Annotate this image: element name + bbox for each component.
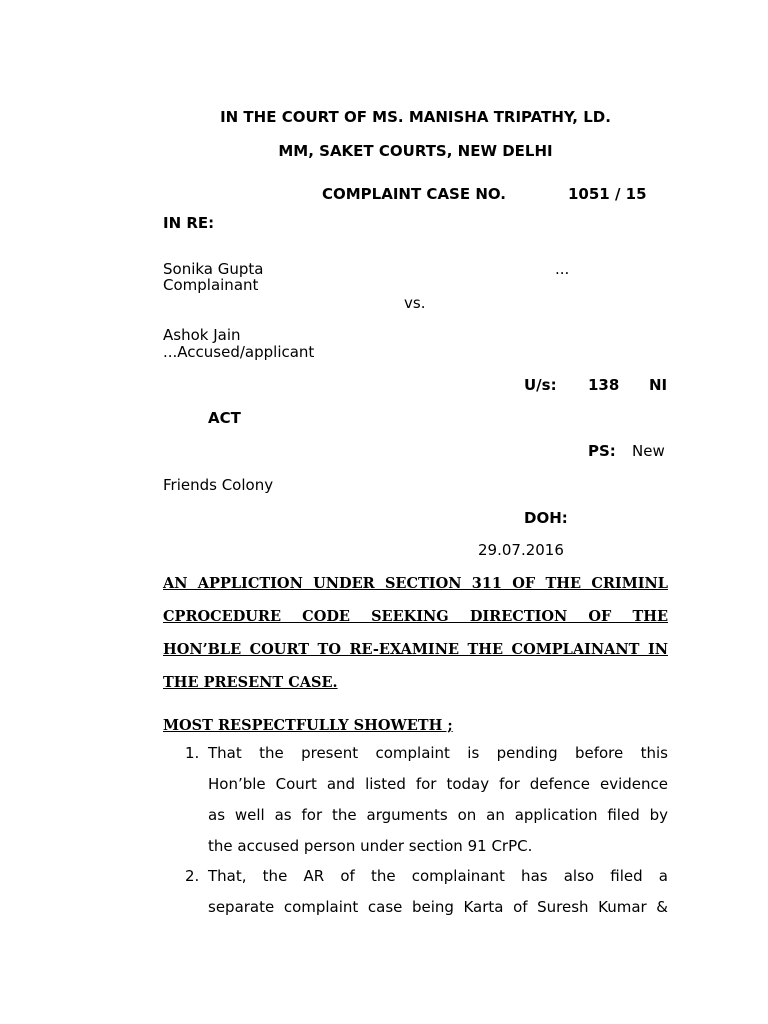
- complainant-dots: ...: [555, 260, 570, 278]
- item-1-line-4: the accused person under section 91 CrPC.: [208, 837, 533, 855]
- application-title-line-3: HON’BLE COURT TO RE-EXAMINE THE COMPLAINANT IN: [163, 641, 668, 658]
- item-number-1: 1.: [185, 744, 200, 762]
- doh-value: 29.07.2016: [478, 541, 564, 559]
- court-line-2: MM, SAKET COURTS, NEW DELHI: [278, 142, 553, 160]
- versus-label: vs.: [404, 294, 426, 312]
- ps-label: PS:: [588, 442, 616, 460]
- application-title-line-1: AN APPLICTION UNDER SECTION 311 OF THE CRIMINL: [163, 575, 668, 592]
- complainant-name: Sonika Gupta: [163, 260, 264, 278]
- item-1-line-2: Hon’ble Court and listed for today for defence evidence: [208, 775, 668, 793]
- ps-value-2: Friends Colony: [163, 476, 274, 494]
- item-number-2: 2.: [185, 867, 200, 885]
- us-label: U/s:: [524, 376, 557, 394]
- application-title-line-4: THE PRESENT CASE.: [163, 674, 338, 691]
- item-2-line-2: separate complaint case being Karta of Suresh Kumar &: [208, 898, 668, 916]
- ps-value-1: New: [632, 442, 665, 460]
- us-section: 138: [588, 376, 620, 394]
- accused-role: ...Accused/applicant: [163, 343, 315, 361]
- item-1-line-3: as well as for the arguments on an application filed by: [208, 806, 668, 824]
- in-re-label: IN RE:: [163, 214, 215, 232]
- accused-name: Ashok Jain: [163, 326, 241, 344]
- court-line-1: IN THE COURT OF MS. MANISHA TRIPATHY, LD.: [220, 108, 611, 126]
- complainant-role: Complainant: [163, 276, 259, 294]
- us-act: ACT: [208, 409, 241, 427]
- us-act-code: NI: [649, 376, 668, 394]
- doh-label: DOH:: [524, 509, 568, 527]
- showeth-heading: MOST RESPECTFULLY SHOWETH ;: [163, 717, 453, 734]
- case-number: 1051 / 15: [568, 185, 647, 203]
- case-label: COMPLAINT CASE NO.: [322, 185, 506, 203]
- application-title-line-2: CPROCEDURE CODE SEEKING DIRECTION OF THE: [163, 608, 668, 625]
- item-2-line-1: That, the AR of the complainant has also filed a: [208, 867, 668, 885]
- item-1-line-1: That the present complaint is pending before this: [208, 744, 668, 762]
